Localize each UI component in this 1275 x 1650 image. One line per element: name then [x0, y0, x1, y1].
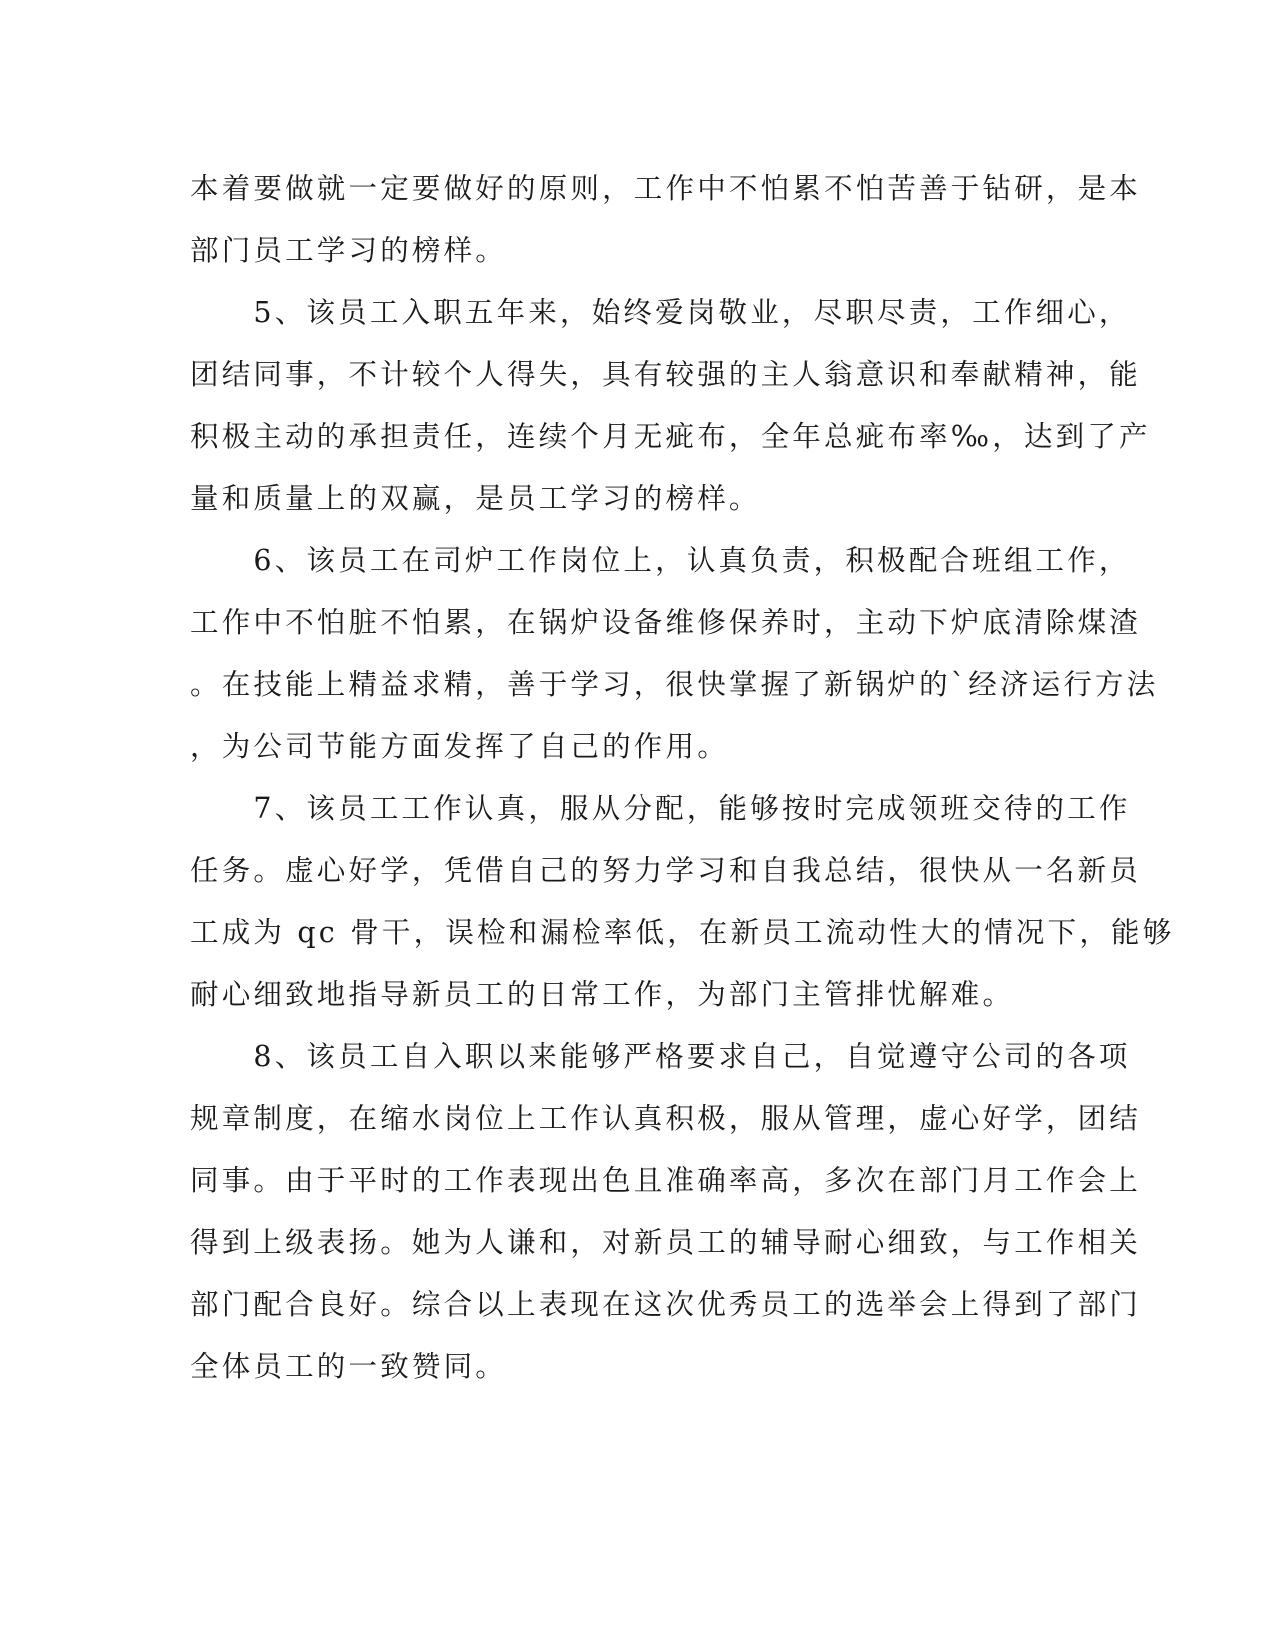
text-line: 团结同事，不计较个人得失，具有较强的主人翁意识和奉献精神，能 [190, 358, 1142, 391]
text-line: 工作中不怕脏不怕累，在锅炉设备维修保养时，主动下炉底清除煤渣 [190, 606, 1142, 639]
text-line: 全体员工的一致赞同。 [190, 1350, 508, 1383]
text-line: 7、该员工工作认真，服从分配，能够按时完成领班交待的工作 [190, 792, 1131, 825]
text-line: 本着要做就一定要做好的原则，工作中不怕累不怕苦善于钻研，是本 [190, 172, 1142, 205]
text-line: 6、该员工在司炉工作岗位上，认真负责，积极配合班组工作， [190, 544, 1131, 577]
text-line: 量和质量上的双赢，是员工学习的榜样。 [190, 482, 761, 515]
text-line: ，为公司节能方面发挥了自己的作用。 [190, 730, 729, 763]
text-line: 任务。虚心好学，凭借自己的努力学习和自我总结，很快从一名新员 [190, 854, 1142, 887]
text-line: 部门员工学习的榜样。 [190, 234, 508, 267]
text-line: 工成为 qc 骨干，误检和漏检率低，在新员工流动性大的情况下，能够 [190, 916, 1175, 949]
text-line: 5、该员工入职五年来，始终爱岗敬业，尽职尽责，工作细心， [190, 296, 1131, 329]
text-line: 8、该员工自入职以来能够严格要求自己，自觉遵守公司的各项 [190, 1040, 1131, 1073]
text-line: 同事。由于平时的工作表现出色且准确率高，多次在部门月工作会上 [190, 1164, 1142, 1197]
text-line: 耐心细致地指导新员工的日常工作，为部门主管排忧解难。 [190, 978, 1015, 1011]
text-line: 得到上级表扬。她为人谦和，对新员工的辅导耐心细致，与工作相关 [190, 1226, 1142, 1259]
text-line: 规章制度，在缩水岗位上工作认真积极，服从管理，虚心好学，团结 [190, 1102, 1142, 1135]
text-line: 。在技能上精益求精，善于学习，很快掌握了新锅炉的`经济运行方法 [190, 668, 1159, 701]
text-line: 积极主动的承担责任，连续个月无疵布，全年总疵布率‰，达到了产 [190, 420, 1151, 453]
text-line: 部门配合良好。综合以上表现在这次优秀员工的选举会上得到了部门 [190, 1288, 1142, 1321]
body-text [190, 158, 1175, 1398]
